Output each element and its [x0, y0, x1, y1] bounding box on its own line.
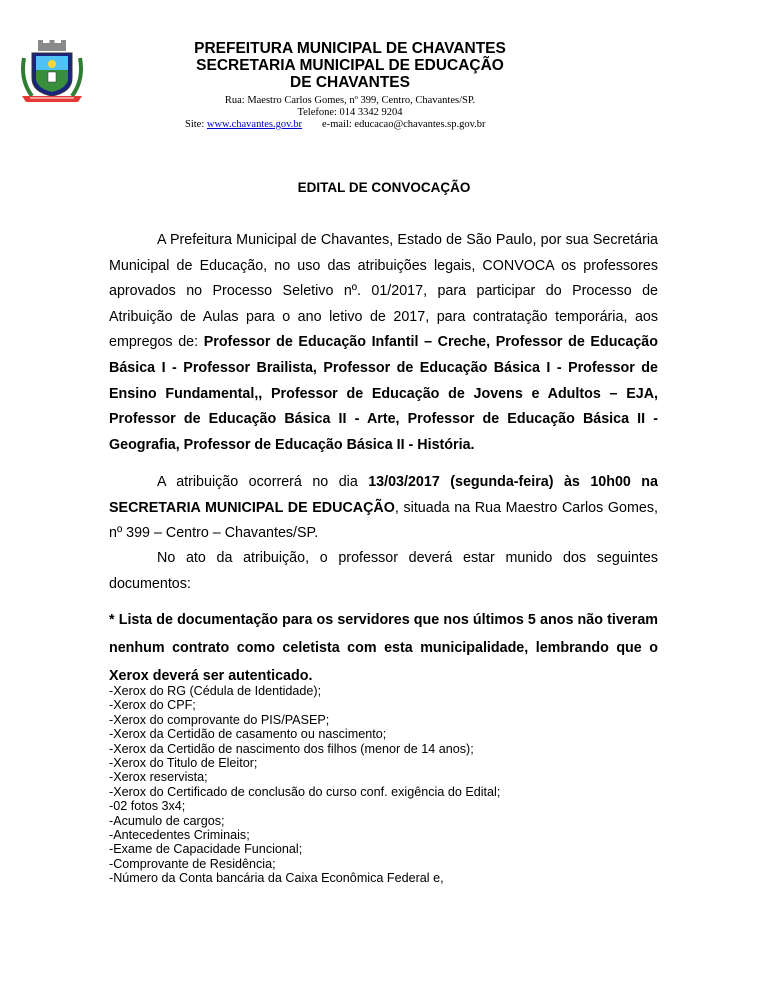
list-item: -02 fotos 3x4;: [109, 799, 186, 814]
site-link[interactable]: www.chavantes.gov.br: [206, 119, 303, 130]
p2-b: 13/03/2017 (segunda-feira) às 10h00 na SECRETARIA MUNICIPAL DE EDUCAÇÃO: [109, 474, 658, 516]
documents-list: [109, 684, 500, 886]
header-title: [150, 40, 550, 91]
list-item: -Xerox do comprovante do PIS/PASEP;: [109, 712, 330, 727]
document-title: EDITAL DE CONVOCAÇÃO: [297, 180, 471, 195]
list-item: -Antecedentes Criminais;: [109, 828, 250, 843]
list-item: -Acumulo de cargos;: [109, 813, 225, 828]
header-line-1: PREFEITURA MUNICIPAL DE CHAVANTES: [194, 40, 506, 57]
p1-intro: A Prefeitura Municipal de Chavantes, Estado de São Paulo, por sua Secretária Municipal de Educação, no uso das atribuições legais, CONVOCA os professores aprovados no Processo Seletivo nº. 01/2017, para participar do Processo de Atribuição de Aulas para o ano letivo de 2017, para contratação temporária, aos empregos de:: [109, 232, 658, 351]
paragraph-documents-intro: No ato da atribuição, o professor deverá estar munido dos seguintes documentos:: [109, 550, 658, 592]
list-item: -Xerox do Titulo de Eleitor;: [109, 756, 258, 771]
header-address: Rua: Maestro Carlos Gomes, nº 399, Centro, Chavantes/SP.: [224, 95, 476, 106]
list-item: -Comprovante de Residência;: [109, 856, 276, 871]
list-item: -Exame de Capacidade Funcional;: [109, 842, 303, 857]
site-label: Site:: [185, 119, 207, 130]
paragraph-documents-note: * Lista de documentação para os servidores que nos últimos 5 anos não tiveram nenhum contrato como celetista com esta municipalidade, lembrando que o Xerox deverá ser autenticado.: [109, 612, 658, 684]
email-text: e-mail: educacao@chavantes.sp.gov.br: [322, 119, 486, 130]
p2-a: A atribuição ocorrerá no dia: [157, 474, 369, 490]
paragraph-convocation: [109, 228, 658, 458]
list-item: -Xerox da Certidão de casamento ou nascimento;: [109, 727, 387, 742]
p2-c: , situada na Rua Maestro Carlos Gomes, nº 399 – Centro – Chavantes/SP.: [109, 499, 658, 542]
header-contact-line: [150, 119, 610, 131]
list-item: -Xerox do RG (Cédula de Identidade);: [109, 684, 322, 698]
list-item: -Xerox do Certificado de conclusão do curso conf. exigência do Edital;: [109, 784, 501, 799]
paragraph-date: [109, 470, 658, 547]
header-line-3: DE CHAVANTES: [290, 74, 410, 91]
list-item: -Xerox da Certidão de nascimento dos filhos (menor de 14 anos);: [109, 741, 474, 756]
header-phone: Telefone: 014 3342 9204: [297, 107, 403, 118]
coat-of-arms-logo: [18, 40, 86, 106]
list-item: -Xerox reservista;: [109, 770, 208, 785]
list-item: -Número da Conta bancária da Caixa Econômica Federal e,: [109, 871, 444, 886]
p1-positions: Professor de Educação Infantil – Creche, Professor de Educação Básica I - Professor Brailista, Professor de Educação Básica I - Professor de Ensino Fundamental,, Professor de Educação de Jovens e Adultos – EJA, Professor de Educação Básica II - Arte, Professor de Educação Básica II - Geografia, Professor de Educação Básica II - História.: [109, 334, 658, 453]
header-line-2: SECRETARIA MUNICIPAL DE EDUCAÇÃO: [196, 57, 504, 74]
list-item: -Xerox do CPF;: [109, 698, 196, 713]
